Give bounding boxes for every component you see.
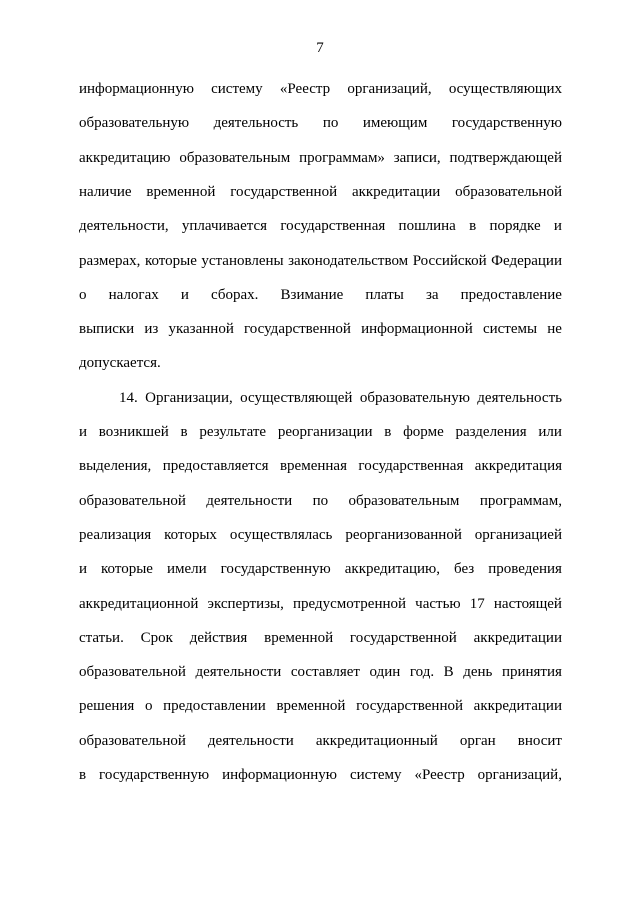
word: аккредитации bbox=[473, 698, 562, 715]
word: государственной bbox=[349, 629, 457, 646]
word: государственную bbox=[220, 561, 331, 578]
word: законодательством bbox=[288, 252, 409, 269]
word: установлены bbox=[201, 252, 284, 269]
word: деятельности, bbox=[79, 218, 169, 235]
word: экспертизы, bbox=[207, 595, 284, 612]
word: результате bbox=[199, 424, 267, 440]
word: государственной bbox=[244, 321, 351, 338]
word: о bbox=[144, 698, 153, 715]
word: организаций, bbox=[347, 81, 432, 97]
word: систему bbox=[349, 767, 402, 783]
word: принятия bbox=[501, 664, 562, 681]
word: образовательной bbox=[455, 183, 562, 200]
word: «Реестр bbox=[279, 81, 331, 97]
word: и bbox=[79, 424, 88, 440]
word: аккредитацию, bbox=[344, 561, 441, 578]
word: государственную bbox=[451, 115, 562, 132]
word: государственной bbox=[356, 698, 463, 715]
word: которые bbox=[144, 252, 197, 269]
word: организаций, bbox=[477, 767, 562, 783]
word: образовательным bbox=[179, 149, 291, 166]
text-line bbox=[79, 457, 562, 475]
word: составляет bbox=[290, 664, 360, 681]
word: «Реестр bbox=[414, 767, 465, 783]
word: по bbox=[322, 115, 339, 132]
word: и bbox=[180, 286, 189, 303]
word: государственной bbox=[230, 183, 338, 200]
word: размерах, bbox=[79, 252, 141, 269]
word: платы bbox=[365, 286, 404, 303]
word: разделения bbox=[455, 424, 527, 440]
word: проведения bbox=[488, 561, 562, 578]
word: организацией bbox=[474, 526, 562, 543]
word: временной bbox=[146, 183, 216, 200]
word: в bbox=[384, 424, 392, 440]
word: вносит bbox=[517, 732, 562, 749]
word: реализация bbox=[79, 526, 152, 543]
word: наличие bbox=[79, 183, 132, 200]
text-line bbox=[79, 697, 562, 715]
word: год. bbox=[409, 664, 435, 681]
word: предусмотренной bbox=[292, 595, 407, 612]
word: аккредитационной bbox=[79, 595, 199, 612]
word: образовательным bbox=[348, 492, 460, 509]
word: государственную bbox=[99, 767, 210, 783]
word: и bbox=[553, 218, 562, 235]
word: в bbox=[79, 767, 87, 783]
word: информационную bbox=[222, 767, 338, 783]
text-line bbox=[79, 114, 562, 132]
word: аккредитация bbox=[474, 458, 562, 475]
word: государственная bbox=[280, 218, 386, 235]
text-line bbox=[79, 766, 562, 784]
word: реорганизации bbox=[277, 424, 373, 440]
word: в bbox=[180, 424, 188, 440]
word: орган bbox=[459, 732, 496, 749]
word: осуществляющей bbox=[240, 389, 353, 406]
word: информационной bbox=[361, 321, 473, 338]
word: деятельность bbox=[477, 389, 562, 406]
word: программам, bbox=[479, 492, 562, 509]
word: возникшей bbox=[98, 424, 169, 440]
word: систему bbox=[211, 81, 263, 97]
text-line bbox=[79, 595, 562, 613]
word: уплачивается bbox=[181, 218, 268, 235]
word: Срок bbox=[140, 629, 173, 646]
page-number: 7 bbox=[316, 40, 324, 56]
text-line bbox=[79, 629, 562, 647]
text-line bbox=[79, 149, 562, 167]
word: временной bbox=[276, 698, 346, 715]
word: Взимание bbox=[280, 286, 344, 303]
word: предоставляется bbox=[162, 458, 269, 475]
word: деятельности bbox=[207, 732, 294, 749]
word: Федерации bbox=[491, 252, 562, 269]
word: образовательной bbox=[79, 732, 186, 749]
word: программам» bbox=[299, 149, 385, 166]
word: пошлина bbox=[398, 218, 456, 235]
word: государственная bbox=[358, 458, 464, 475]
word: сборах. bbox=[211, 286, 259, 303]
word: аккредитационный bbox=[315, 732, 438, 749]
word: которые bbox=[101, 561, 153, 578]
word: выписки bbox=[79, 321, 135, 338]
word: форме bbox=[403, 424, 444, 440]
text-line bbox=[79, 217, 562, 235]
word: записи, bbox=[393, 149, 441, 166]
word: аккредитации bbox=[473, 629, 562, 646]
word: или bbox=[538, 424, 562, 440]
text-line bbox=[79, 286, 562, 304]
word: деятельности bbox=[195, 664, 282, 681]
text-line bbox=[79, 663, 562, 681]
text-line bbox=[79, 320, 562, 338]
text-line bbox=[79, 732, 562, 750]
word: реорганизованной bbox=[345, 526, 462, 543]
word: 17 bbox=[469, 595, 485, 612]
word: из bbox=[144, 321, 159, 338]
word: временной bbox=[264, 629, 334, 646]
word: В bbox=[443, 664, 454, 681]
text-line: допускается. bbox=[79, 355, 161, 372]
text-line bbox=[79, 526, 562, 544]
word: в bbox=[469, 218, 477, 235]
word: образовательной bbox=[79, 664, 186, 681]
word: действия bbox=[189, 629, 248, 646]
word: образовательной bbox=[79, 492, 186, 509]
word: деятельности bbox=[206, 492, 293, 509]
word: информационную bbox=[79, 81, 194, 97]
word: временная bbox=[279, 458, 347, 475]
word: которых bbox=[164, 526, 217, 543]
word: указанной bbox=[168, 321, 234, 338]
word: имеющим bbox=[362, 115, 428, 132]
word: Российской bbox=[412, 252, 487, 269]
word: за bbox=[425, 286, 439, 303]
word: по bbox=[312, 492, 329, 509]
word: 14. bbox=[119, 389, 138, 406]
text-line bbox=[119, 389, 562, 407]
text-line bbox=[79, 183, 562, 201]
word: один bbox=[369, 664, 401, 681]
word: осуществляющих bbox=[448, 81, 562, 97]
text-line bbox=[79, 423, 562, 441]
text-line bbox=[79, 80, 562, 98]
word: порядке bbox=[489, 218, 541, 235]
word: решения bbox=[79, 698, 135, 715]
word: не bbox=[547, 321, 562, 338]
word: налогах bbox=[108, 286, 159, 303]
word: предоставление bbox=[460, 286, 562, 303]
word: имели bbox=[166, 561, 207, 578]
word: аккредитацию bbox=[79, 149, 171, 166]
text-line bbox=[79, 492, 562, 510]
word: системы bbox=[482, 321, 538, 338]
text-line bbox=[79, 560, 562, 578]
word: о bbox=[79, 286, 87, 303]
word: предоставлении bbox=[163, 698, 266, 715]
word: день bbox=[463, 664, 493, 681]
word: Организации, bbox=[145, 389, 233, 406]
word: без bbox=[454, 561, 475, 578]
word: подтверждающей bbox=[449, 149, 562, 166]
word: и bbox=[79, 561, 88, 578]
word: образовательную bbox=[359, 389, 470, 406]
word: аккредитации bbox=[351, 183, 441, 200]
word: осуществлялась bbox=[229, 526, 333, 543]
word: статьи. bbox=[79, 629, 124, 646]
word: деятельность bbox=[213, 115, 299, 132]
word: выделения, bbox=[79, 458, 152, 475]
word: образовательную bbox=[79, 115, 190, 132]
word: настоящей bbox=[493, 595, 562, 612]
text-line bbox=[79, 252, 562, 270]
word: частью bbox=[415, 595, 461, 612]
